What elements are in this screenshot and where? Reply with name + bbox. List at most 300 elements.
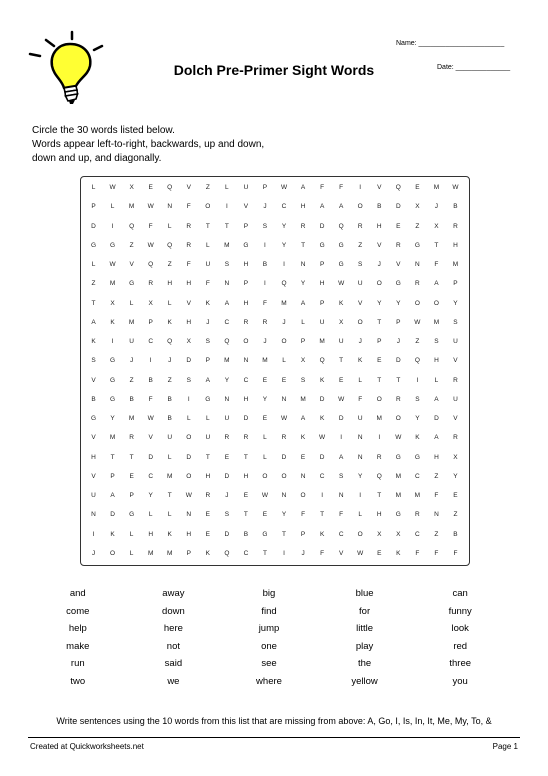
grid-letter[interactable]: P <box>186 549 191 557</box>
grid-letter[interactable]: L <box>129 530 134 538</box>
grid-letter[interactable]: L <box>91 261 96 269</box>
grid-letter[interactable]: C <box>415 472 420 480</box>
grid-letter[interactable]: Q <box>414 357 420 365</box>
grid-letter[interactable]: Y <box>224 376 230 384</box>
grid-letter[interactable]: P <box>377 338 382 346</box>
grid-letter[interactable]: R <box>453 434 458 442</box>
grid-letter[interactable]: I <box>378 434 381 442</box>
grid-letter[interactable]: D <box>395 357 401 365</box>
grid-letter[interactable]: G <box>319 241 325 249</box>
grid-letter[interactable]: N <box>186 511 192 519</box>
grid-letter[interactable]: M <box>109 434 116 442</box>
grid-letter[interactable]: T <box>262 549 267 557</box>
grid-letter[interactable]: X <box>300 357 306 365</box>
grid-letter[interactable]: M <box>167 472 173 480</box>
grid-letter[interactable]: R <box>186 222 192 230</box>
grid-letter[interactable]: T <box>434 241 439 249</box>
grid-letter[interactable]: X <box>415 203 420 211</box>
grid-letter[interactable]: U <box>91 492 96 500</box>
grid-letter[interactable]: K <box>110 318 115 326</box>
grid-letter[interactable]: L <box>129 549 134 557</box>
grid-letter[interactable]: C <box>338 530 344 538</box>
grid-letter[interactable]: Z <box>129 241 134 249</box>
grid-letter[interactable]: I <box>111 222 114 230</box>
grid-letter[interactable]: J <box>225 492 229 500</box>
grid-letter[interactable]: I <box>111 338 114 346</box>
grid-letter[interactable]: V <box>186 184 191 192</box>
grid-letter[interactable]: F <box>434 261 439 269</box>
grid-letter[interactable]: Y <box>110 415 115 423</box>
grid-letter[interactable]: X <box>186 338 191 346</box>
grid-letter[interactable]: P <box>110 472 115 480</box>
grid-letter[interactable]: Y <box>281 222 287 230</box>
grid-letter[interactable]: M <box>128 203 135 211</box>
grid-letter[interactable]: W <box>261 492 269 500</box>
grid-letter[interactable]: O <box>205 203 211 211</box>
grid-letter[interactable]: D <box>110 511 115 519</box>
grid-letter[interactable]: O <box>414 299 420 307</box>
grid-letter[interactable]: Q <box>338 222 344 230</box>
grid-letter[interactable]: S <box>262 222 268 230</box>
grid-letter[interactable]: U <box>319 318 325 326</box>
grid-letter[interactable]: S <box>186 376 191 384</box>
grid-letter[interactable]: N <box>338 492 344 500</box>
grid-letter[interactable]: Y <box>415 415 420 423</box>
grid-letter[interactable]: N <box>224 395 230 403</box>
grid-letter[interactable]: E <box>453 492 458 500</box>
name-field-line[interactable]: Name: ______________________ <box>396 40 505 47</box>
grid-letter[interactable]: L <box>358 511 363 519</box>
grid-letter[interactable]: M <box>128 318 135 326</box>
grid-letter[interactable]: U <box>167 434 173 442</box>
grid-letter[interactable]: V <box>91 376 96 384</box>
grid-letter[interactable]: X <box>110 299 115 307</box>
grid-letter[interactable]: L <box>129 299 134 307</box>
grid-letter[interactable]: M <box>167 549 173 557</box>
grid-letter[interactable]: D <box>148 453 154 461</box>
grid-letter[interactable]: I <box>264 280 266 288</box>
grid-letter[interactable]: O <box>357 530 363 538</box>
grid-letter[interactable]: L <box>110 203 115 211</box>
grid-letter[interactable]: M <box>433 318 440 326</box>
grid-letter[interactable]: N <box>167 203 173 211</box>
grid-letter[interactable]: W <box>319 434 326 442</box>
grid-letter[interactable]: K <box>205 549 210 557</box>
grid-letter[interactable]: K <box>358 357 363 365</box>
grid-letter[interactable]: O <box>376 395 382 403</box>
grid-letter[interactable]: J <box>263 203 267 211</box>
grid-letter[interactable]: D <box>319 453 325 461</box>
grid-letter[interactable]: W <box>147 241 154 249</box>
grid-letter[interactable]: T <box>205 222 210 230</box>
grid-letter[interactable]: H <box>167 280 173 288</box>
grid-letter[interactable]: A <box>300 299 306 307</box>
grid-letter[interactable]: D <box>91 222 96 230</box>
grid-letter[interactable]: W <box>414 318 421 326</box>
grid-letter[interactable]: U <box>205 261 211 269</box>
grid-letter[interactable]: Z <box>358 241 363 249</box>
grid-letter[interactable]: D <box>319 395 325 403</box>
grid-letter[interactable]: K <box>319 376 325 384</box>
grid-letter[interactable]: J <box>206 318 210 326</box>
grid-letter[interactable]: W <box>147 415 154 423</box>
grid-letter[interactable]: K <box>205 299 210 307</box>
grid-letter[interactable]: L <box>167 453 172 461</box>
grid-letter[interactable]: A <box>91 318 96 326</box>
grid-letter[interactable]: H <box>186 530 192 538</box>
grid-letter[interactable]: O <box>357 203 363 211</box>
date-field-line[interactable]: Date: ______________ <box>437 64 511 71</box>
grid-letter[interactable]: U <box>357 415 363 423</box>
grid-letter[interactable]: R <box>415 280 420 288</box>
grid-letter[interactable]: J <box>396 338 400 346</box>
grid-letter[interactable]: R <box>186 241 192 249</box>
grid-letter[interactable]: T <box>396 376 401 384</box>
grid-letter[interactable]: G <box>262 530 268 538</box>
grid-letter[interactable]: G <box>90 241 97 249</box>
grid-letter[interactable]: E <box>415 184 420 192</box>
grid-letter[interactable]: S <box>358 261 363 269</box>
grid-letter[interactable]: K <box>319 415 325 423</box>
grid-letter[interactable]: K <box>167 318 172 326</box>
grid-letter[interactable]: Q <box>319 357 325 365</box>
grid-letter[interactable]: R <box>129 434 134 442</box>
grid-letter[interactable]: S <box>415 395 420 403</box>
grid-letter[interactable]: W <box>109 261 116 269</box>
grid-letter[interactable]: G <box>395 511 401 519</box>
grid-letter[interactable]: I <box>92 530 95 538</box>
grid-letter[interactable]: B <box>243 530 249 538</box>
grid-letter[interactable]: S <box>91 357 96 365</box>
grid-letter[interactable]: L <box>186 415 191 423</box>
grid-letter[interactable]: X <box>129 184 134 192</box>
grid-letter[interactable]: N <box>281 395 287 403</box>
grid-letter[interactable]: N <box>224 280 230 288</box>
grid-letter[interactable]: M <box>224 357 230 365</box>
grid-letter[interactable]: S <box>453 318 458 326</box>
grid-letter[interactable]: R <box>148 280 154 288</box>
grid-letter[interactable]: A <box>434 280 439 288</box>
grid-letter[interactable]: M <box>109 280 116 288</box>
grid-letter[interactable]: G <box>129 280 135 288</box>
grid-letter[interactable]: B <box>377 203 382 211</box>
grid-letter[interactable]: L <box>282 357 286 365</box>
grid-letter[interactable]: P <box>319 261 325 269</box>
grid-letter[interactable]: L <box>167 299 172 307</box>
grid-letter[interactable]: R <box>415 511 420 519</box>
grid-letter[interactable]: R <box>262 318 268 326</box>
grid-letter[interactable]: F <box>205 280 210 288</box>
grid-letter[interactable]: E <box>129 472 134 480</box>
grid-letter[interactable]: F <box>453 549 458 557</box>
grid-letter[interactable]: H <box>453 241 458 249</box>
grid-letter[interactable]: M <box>281 299 287 307</box>
grid-letter[interactable]: F <box>339 511 344 519</box>
grid-letter[interactable]: B <box>453 530 458 538</box>
grid-letter[interactable]: Y <box>281 241 287 249</box>
grid-letter[interactable]: B <box>148 376 153 384</box>
word-search-grid[interactable] <box>80 176 470 566</box>
grid-letter[interactable]: X <box>434 222 439 230</box>
grid-letter[interactable]: U <box>453 395 458 403</box>
grid-letter[interactable]: D <box>224 530 230 538</box>
grid-letter[interactable]: F <box>148 395 153 403</box>
grid-letter[interactable]: B <box>167 415 172 423</box>
grid-letter[interactable]: I <box>283 549 285 557</box>
grid-letter[interactable]: C <box>148 338 154 346</box>
grid-letter[interactable]: Y <box>262 395 268 403</box>
grid-letter[interactable]: N <box>281 492 287 500</box>
grid-letter[interactable]: H <box>148 530 154 538</box>
grid-letter[interactable]: E <box>224 453 230 461</box>
grid-letter[interactable]: J <box>168 357 172 365</box>
grid-letter[interactable]: F <box>434 492 439 500</box>
grid-letter[interactable]: H <box>434 357 439 365</box>
grid-letter[interactable]: E <box>262 415 268 423</box>
grid-letter[interactable]: J <box>282 318 286 326</box>
grid-letter[interactable]: I <box>321 492 324 500</box>
grid-letter[interactable]: E <box>377 549 382 557</box>
grid-letter[interactable]: M <box>433 184 440 192</box>
grid-letter[interactable]: F <box>320 184 325 192</box>
grid-letter[interactable]: D <box>395 203 401 211</box>
grid-letter[interactable]: W <box>280 184 288 192</box>
grid-letter[interactable]: N <box>243 357 249 365</box>
grid-letter[interactable]: T <box>243 511 248 519</box>
grid-letter[interactable]: N <box>357 453 363 461</box>
grid-letter[interactable]: E <box>377 357 382 365</box>
grid-letter[interactable]: C <box>148 472 154 480</box>
grid-letter[interactable]: A <box>338 453 344 461</box>
grid-letter[interactable]: R <box>453 222 458 230</box>
grid-letter[interactable]: H <box>434 453 439 461</box>
grid-letter[interactable]: L <box>301 318 305 326</box>
grid-letter[interactable]: U <box>129 338 134 346</box>
grid-letter[interactable]: O <box>186 434 192 442</box>
grid-letter[interactable]: V <box>377 184 382 192</box>
grid-letter[interactable]: V <box>396 261 401 269</box>
grid-letter[interactable]: D <box>186 453 192 461</box>
grid-letter[interactable]: V <box>186 299 191 307</box>
grid-letter[interactable]: E <box>300 453 306 461</box>
grid-letter[interactable]: W <box>338 395 345 403</box>
grid-letter[interactable]: L <box>263 434 267 442</box>
grid-letter[interactable]: T <box>110 453 115 461</box>
grid-letter[interactable]: U <box>243 184 249 192</box>
grid-letter[interactable]: P <box>300 530 306 538</box>
grid-letter[interactable]: G <box>90 415 97 423</box>
grid-letter[interactable]: U <box>357 280 363 288</box>
grid-letter[interactable]: C <box>319 472 325 480</box>
grid-letter[interactable]: X <box>377 530 382 538</box>
grid-letter[interactable]: V <box>148 434 153 442</box>
grid-letter[interactable]: M <box>395 492 402 500</box>
grid-letter[interactable]: G <box>110 241 116 249</box>
grid-letter[interactable]: T <box>282 530 286 538</box>
grid-letter[interactable]: V <box>453 415 458 423</box>
grid-letter[interactable]: M <box>300 395 306 403</box>
grid-letter[interactable]: J <box>129 357 134 365</box>
grid-letter[interactable]: V <box>243 203 249 211</box>
grid-letter[interactable]: Z <box>415 222 420 230</box>
grid-letter[interactable]: L <box>206 415 210 423</box>
grid-letter[interactable]: C <box>243 549 249 557</box>
grid-letter[interactable]: X <box>396 530 401 538</box>
grid-letter[interactable]: N <box>434 511 439 519</box>
grid-letter[interactable]: A <box>319 203 325 211</box>
grid-letter[interactable]: A <box>434 395 439 403</box>
grid-letter[interactable]: I <box>187 395 190 403</box>
grid-letter[interactable]: O <box>110 549 116 557</box>
grid-letter[interactable]: F <box>186 203 191 211</box>
grid-letter[interactable]: N <box>300 261 306 269</box>
grid-letter[interactable]: W <box>185 492 192 500</box>
grid-letter[interactable]: I <box>264 241 266 249</box>
grid-letter[interactable]: S <box>434 338 439 346</box>
grid-letter[interactable]: W <box>395 434 402 442</box>
grid-letter[interactable]: T <box>320 511 325 519</box>
grid-letter[interactable]: V <box>91 472 96 480</box>
grid-letter[interactable]: T <box>301 241 306 249</box>
grid-letter[interactable]: I <box>225 203 228 211</box>
grid-letter[interactable]: P <box>205 357 210 365</box>
grid-letter[interactable]: G <box>205 395 211 403</box>
grid-letter[interactable]: A <box>110 492 115 500</box>
grid-letter[interactable]: M <box>452 261 459 269</box>
grid-letter[interactable]: P <box>396 318 401 326</box>
grid-letter[interactable]: O <box>262 472 268 480</box>
grid-letter[interactable]: Z <box>129 376 134 384</box>
grid-letter[interactable]: W <box>109 184 116 192</box>
grid-letter[interactable]: A <box>300 415 306 423</box>
grid-letter[interactable]: Q <box>376 472 382 480</box>
grid-letter[interactable]: Q <box>129 222 135 230</box>
grid-letter[interactable]: S <box>300 376 306 384</box>
grid-letter[interactable]: E <box>205 530 210 538</box>
grid-letter[interactable]: L <box>167 511 172 519</box>
grid-letter[interactable]: P <box>243 222 249 230</box>
grid-letter[interactable]: Q <box>224 338 230 346</box>
grid-letter[interactable]: G <box>110 357 116 365</box>
grid-letter[interactable]: J <box>434 203 439 211</box>
grid-letter[interactable]: B <box>129 395 134 403</box>
grid-letter[interactable]: T <box>377 376 382 384</box>
grid-letter[interactable]: K <box>91 338 96 346</box>
grid-letter[interactable]: U <box>205 434 211 442</box>
grid-letter[interactable]: F <box>434 549 439 557</box>
grid-letter[interactable]: Y <box>453 299 458 307</box>
grid-letter[interactable]: V <box>129 261 134 269</box>
grid-letter[interactable]: R <box>281 434 287 442</box>
grid-letter[interactable]: Z <box>91 280 96 288</box>
grid-letter[interactable]: Y <box>358 472 363 480</box>
grid-letter[interactable]: K <box>319 530 325 538</box>
grid-letter[interactable]: T <box>205 453 210 461</box>
grid-letter[interactable]: J <box>358 338 362 346</box>
grid-letter[interactable]: H <box>376 511 382 519</box>
grid-letter[interactable]: Q <box>167 184 173 192</box>
grid-letter[interactable]: C <box>281 203 287 211</box>
grid-letter[interactable]: G <box>243 241 249 249</box>
grid-letter[interactable]: T <box>167 492 172 500</box>
grid-letter[interactable]: H <box>319 280 325 288</box>
grid-letter[interactable]: D <box>281 453 287 461</box>
grid-letter[interactable]: O <box>395 415 401 423</box>
grid-letter[interactable]: G <box>110 376 116 384</box>
grid-letter[interactable]: K <box>300 434 306 442</box>
grid-letter[interactable]: Q <box>281 280 287 288</box>
grid-letter[interactable]: G <box>110 395 116 403</box>
grid-letter[interactable]: V <box>358 299 363 307</box>
grid-letter[interactable]: Z <box>434 530 439 538</box>
grid-letter[interactable]: U <box>338 338 344 346</box>
grid-letter[interactable]: H <box>243 261 249 269</box>
grid-letter[interactable]: G <box>414 241 420 249</box>
grid-letter[interactable]: O <box>433 299 439 307</box>
grid-letter[interactable]: B <box>167 395 172 403</box>
grid-letter[interactable]: Y <box>377 299 382 307</box>
grid-letter[interactable]: D <box>243 415 249 423</box>
grid-letter[interactable]: W <box>147 203 154 211</box>
grid-letter[interactable]: R <box>243 434 249 442</box>
grid-letter[interactable]: R <box>243 318 249 326</box>
grid-letter[interactable]: C <box>415 530 420 538</box>
grid-letter[interactable]: H <box>205 472 211 480</box>
grid-letter[interactable]: Q <box>148 261 154 269</box>
grid-letter[interactable]: F <box>320 549 325 557</box>
grid-letter[interactable]: T <box>377 492 382 500</box>
grid-letter[interactable]: I <box>416 376 419 384</box>
grid-letter[interactable]: Q <box>395 184 401 192</box>
grid-letter[interactable]: F <box>301 511 306 519</box>
grid-letter[interactable]: T <box>91 299 96 307</box>
grid-letter[interactable]: H <box>300 203 306 211</box>
grid-letter[interactable]: K <box>338 299 344 307</box>
grid-letter[interactable]: M <box>224 241 230 249</box>
grid-letter[interactable]: E <box>243 492 249 500</box>
grid-letter[interactable]: M <box>128 415 135 423</box>
grid-letter[interactable]: L <box>91 184 96 192</box>
grid-letter[interactable]: D <box>338 415 344 423</box>
grid-letter[interactable]: H <box>376 222 382 230</box>
grid-letter[interactable]: L <box>225 184 229 192</box>
grid-letter[interactable]: H <box>186 280 192 288</box>
grid-letter[interactable]: F <box>358 395 363 403</box>
grid-letter[interactable]: J <box>91 549 96 557</box>
grid-letter[interactable]: F <box>186 261 191 269</box>
grid-letter[interactable]: X <box>338 318 344 326</box>
grid-letter[interactable]: T <box>243 453 248 461</box>
grid-letter[interactable]: A <box>338 203 344 211</box>
grid-letter[interactable]: P <box>300 338 306 346</box>
grid-letter[interactable]: E <box>281 376 287 384</box>
grid-letter[interactable]: M <box>414 492 421 500</box>
grid-letter[interactable]: E <box>338 376 344 384</box>
grid-letter[interactable]: A <box>434 434 439 442</box>
grid-letter[interactable]: M <box>395 472 402 480</box>
grid-letter[interactable]: I <box>359 492 362 500</box>
grid-letter[interactable]: F <box>415 549 420 557</box>
grid-letter[interactable]: I <box>283 261 285 269</box>
grid-letter[interactable]: Y <box>453 472 458 480</box>
grid-letter[interactable]: Z <box>167 376 172 384</box>
grid-letter[interactable]: V <box>453 357 458 365</box>
grid-letter[interactable]: L <box>206 241 210 249</box>
grid-letter[interactable]: J <box>301 549 305 557</box>
grid-letter[interactable]: T <box>339 357 344 365</box>
grid-letter[interactable]: F <box>262 299 267 307</box>
grid-letter[interactable]: E <box>262 511 268 519</box>
